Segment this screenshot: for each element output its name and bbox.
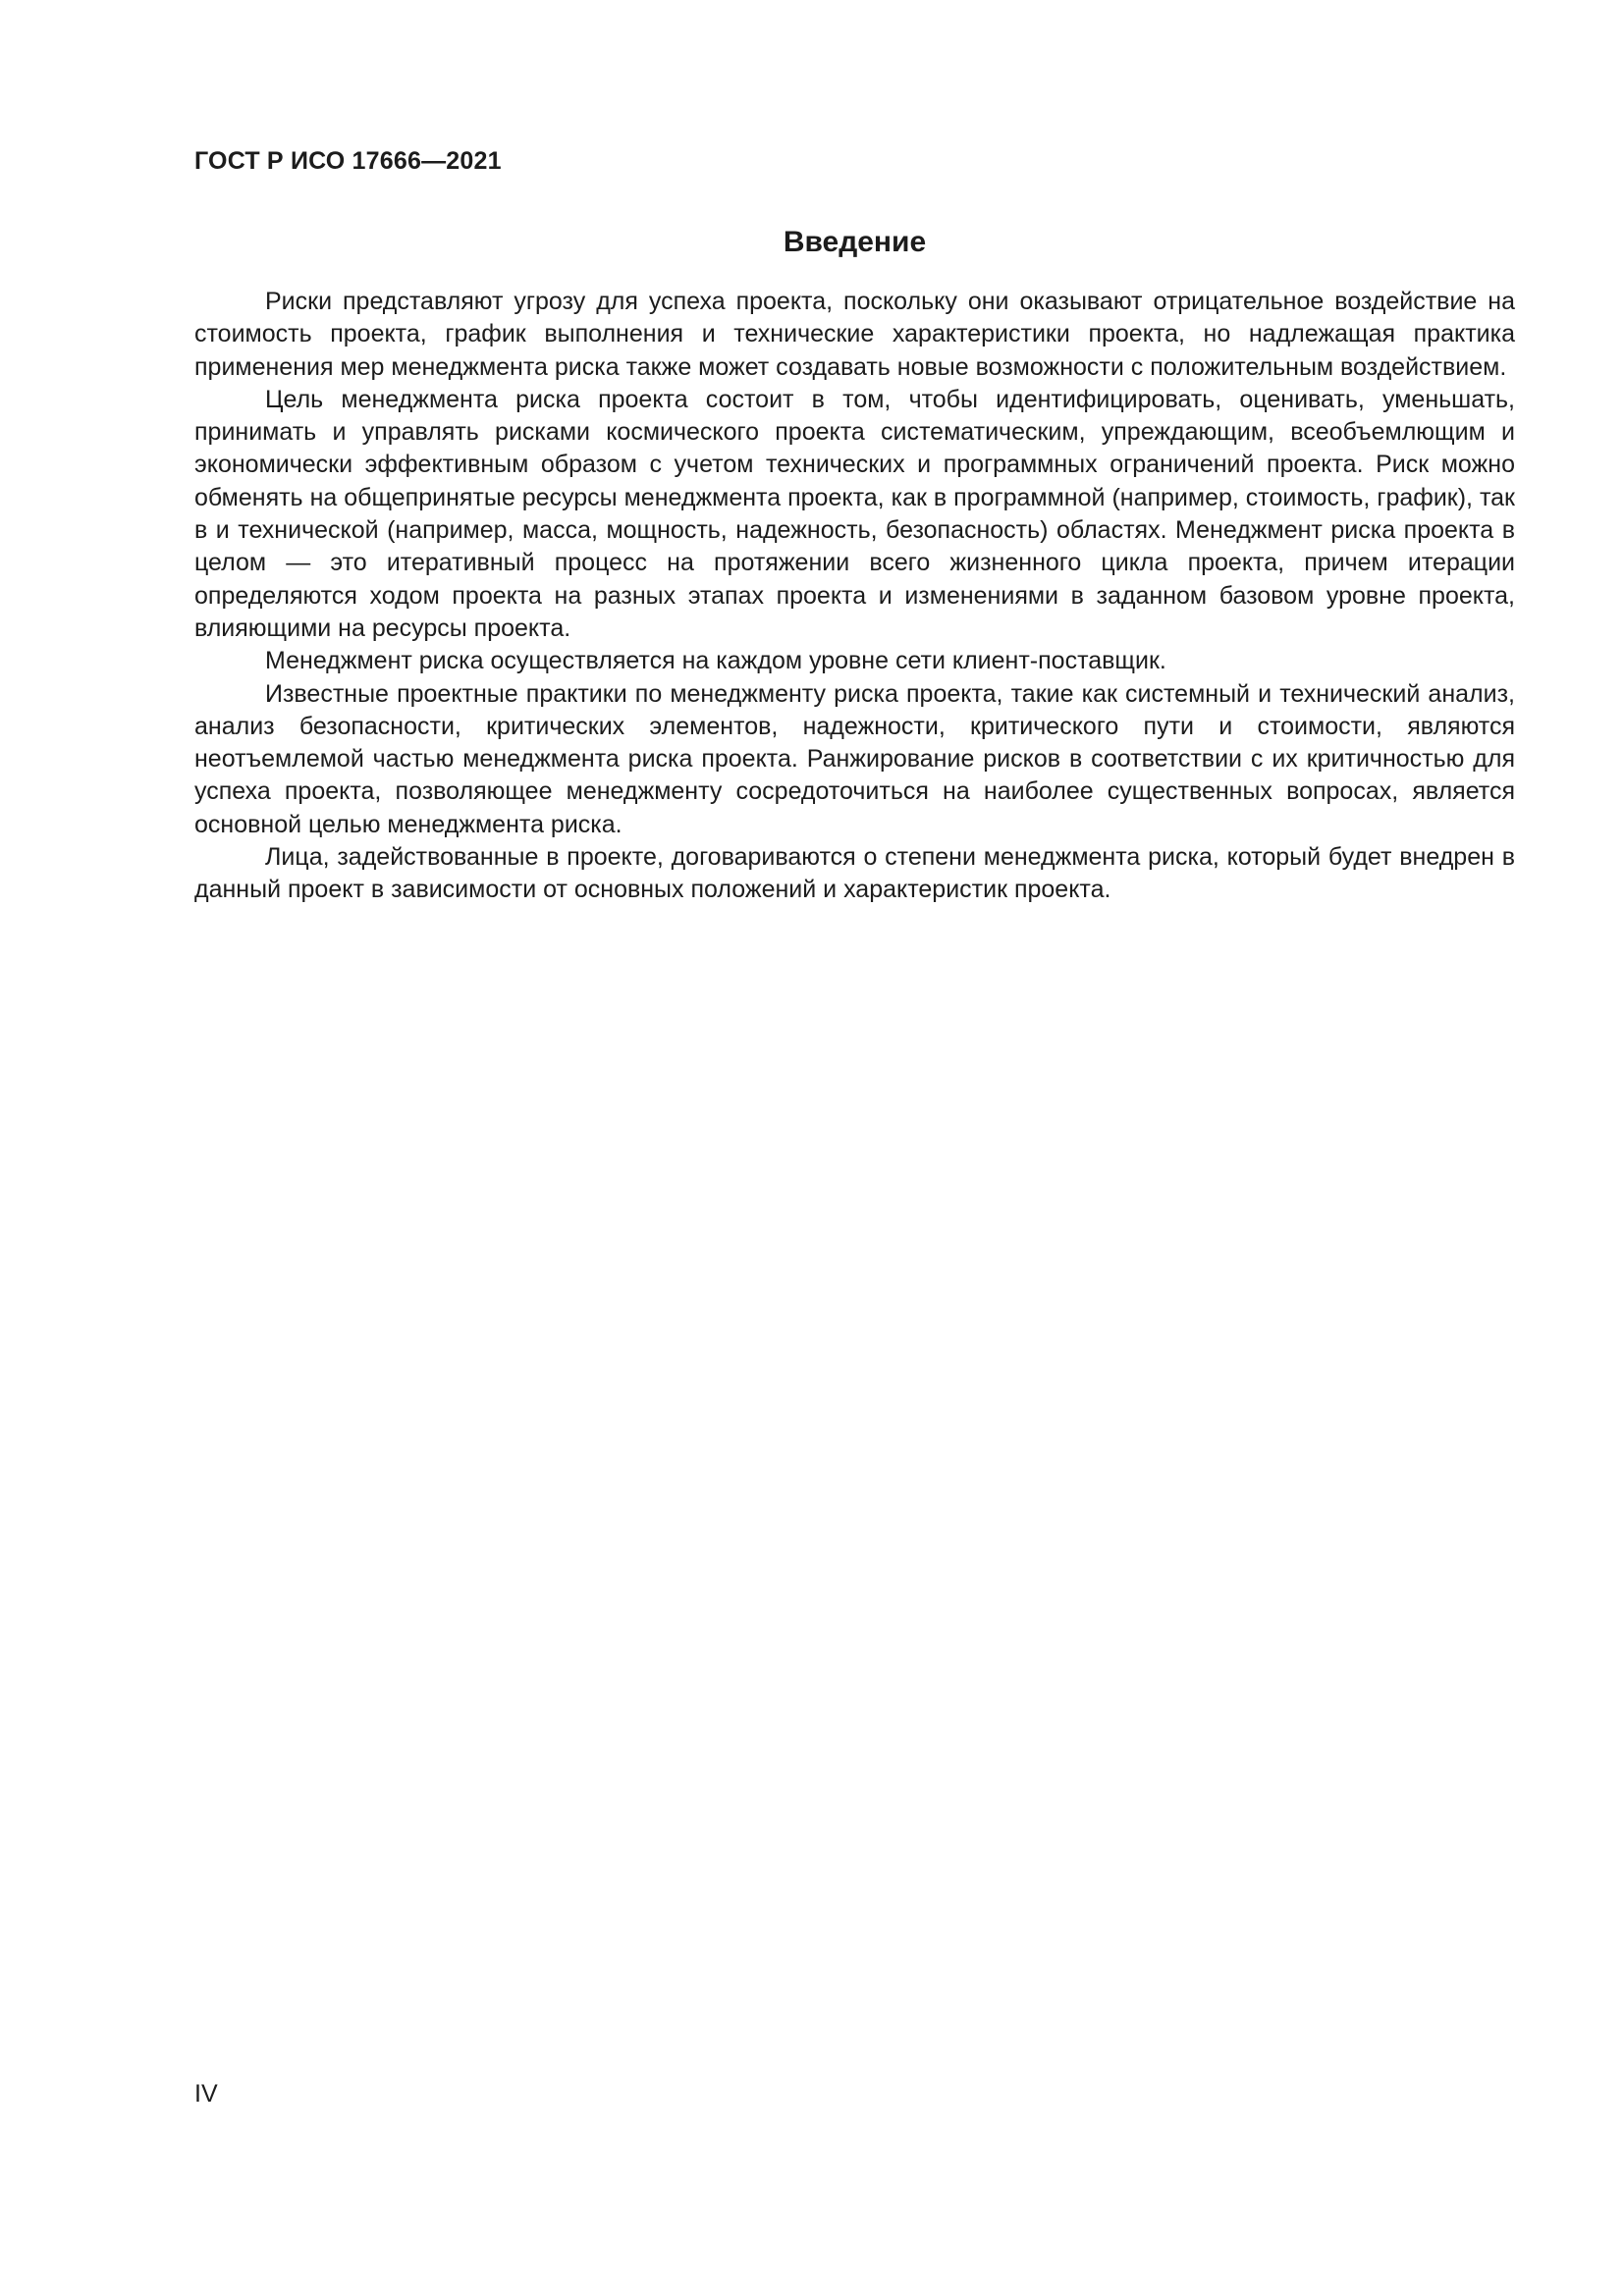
paragraph: Цель менеджмента риска проекта состоит в том, чтобы идентифицировать, оценивать, уменьшать, принимать и управлять рисками космического проекта систематическим, упреждающим, всеобъемлющим и экономически эффективным образом с учетом технических и программных ограничений проекта. Риск можно обменять на общепринятые ресурсы менеджмента проекта, как в программной (например, стоимость, график), так в и технической (например, масса, мощность, надежность, безопасность) областях. Менеджмент риска проекта в целом — это итеративный процесс на протяжении всего жизненного цикла проекта, причем итерации определяются ходом проекта на разных этапах проекта и изменениями в заданном базовом уровне проекта, влияющими на ресурсы проекта. [194,385,1515,642]
body-text [194,286,1515,907]
document-code: ГОСТ Р ИСО 17666—2021 [194,147,502,175]
paragraph: Известные проектные практики по менеджменту риска проекта, такие как системный и технический анализ, анализ безопасности, критических элементов, надежности, критического пути и стоимости, являются неотъемлемой частью менеджмента риска проекта. Ранжирование рисков в соответствии с их критичностью для успеха проекта, позволяющее менеджменту сосредоточиться на наиболее существенных вопросах, является основной целью менеджмента риска. [194,679,1515,838]
paragraph: Менеджмент риска осуществляется на каждом уровне сети клиент-поставщик. [265,647,1166,675]
paragraph: Лица, задействованные в проекте, договариваются о степени менеджмента риска, который будет внедрен в данный проект в зависимости от основных положений и характеристик проекта. [194,843,1515,904]
section-heading: Введение [783,226,927,258]
paragraph: Риски представляют угрозу для успеха проекта, поскольку они оказывают отрицательное воздействие на стоимость проекта, график выполнения и технические характеристики проекта, но надлежащая практика применения мер менеджмента риска также может создавать новые возможности с положительным воздействием. [194,288,1515,381]
page-number: IV [194,2080,218,2108]
